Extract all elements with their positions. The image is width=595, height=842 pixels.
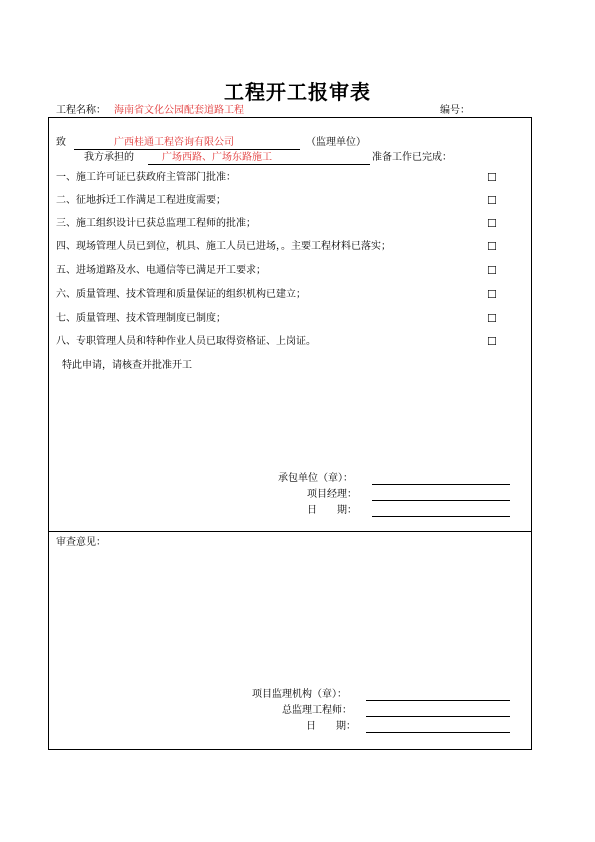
review-section [48,531,532,750]
manager-label: 项目经理： [307,489,357,500]
checklist-item: 四、现场管理人员已到位，机具、施工人员已进场，。主要工程材料已落实； [56,241,391,252]
page-title: 工程开工报审表 [224,80,371,104]
supervisor-company: 广西桂通工程咨询有限公司 [114,137,234,148]
works-underline [148,164,370,165]
checkbox-icon[interactable]: ☐ [487,312,497,325]
supervision-org-label: 项目监理机构（章）： [252,689,347,700]
checkbox-icon[interactable]: ☐ [487,264,497,277]
review-opinion-label: 审查意见： [56,537,106,548]
date-sign-line[interactable] [372,516,510,517]
checklist-item: 八、专职管理人员和特种作业人员已取得资格证、上岗证。 [56,336,316,347]
closing-request: 特此申请，请核查并批准开工 [62,360,192,371]
review-date-label: 日 期： [306,721,356,732]
checkbox-icon[interactable]: ☐ [487,171,497,184]
chief-engineer-sign-line[interactable] [366,716,510,717]
checkbox-icon[interactable]: ☐ [487,240,497,253]
supervision-org-sign-line[interactable] [366,700,510,701]
checklist-item: 七、质量管理、技术管理制度已制度； [56,313,226,324]
checklist-item: 六、质量管理、技术管理和质量保证的组织机构已建立； [56,289,306,300]
to-prefix: 致 [56,137,66,148]
supervisor-underline [74,149,300,150]
checklist-item: 二、征地拆迁工作满足工程进度需要； [56,195,226,206]
checklist-item: 一、施工许可证已获政府主管部门批准： [56,172,236,183]
supervisor-suffix: （监理单位） [306,137,366,148]
contractor-sign-line[interactable] [372,484,510,485]
project-label: 工程名称： [56,105,106,116]
manager-sign-line[interactable] [372,500,510,501]
checkbox-icon[interactable]: ☐ [487,288,497,301]
contractor-label: 承包单位（章）： [278,473,353,484]
checkbox-icon[interactable]: ☐ [487,335,497,348]
review-date-sign-line[interactable] [366,732,510,733]
chief-engineer-label: 总监理工程师： [282,705,352,716]
number-label: 编号： [440,105,470,116]
project-name: 海南省文化公园配套道路工程 [114,105,244,116]
checklist-item: 三、施工组织设计已获总监理工程师的批准； [56,218,256,229]
undertake-suffix: 准备工作已完成： [372,152,452,163]
checkbox-icon[interactable]: ☐ [487,217,497,230]
undertake-prefix: 我方承担的 [84,152,134,163]
undertaken-works: 广场西路、广场东路施工 [162,152,272,163]
checklist-item: 五、进场道路及水、电通信等已满足开工要求； [56,265,266,276]
checkbox-icon[interactable]: ☐ [487,194,497,207]
date-label: 日 期： [307,505,357,516]
